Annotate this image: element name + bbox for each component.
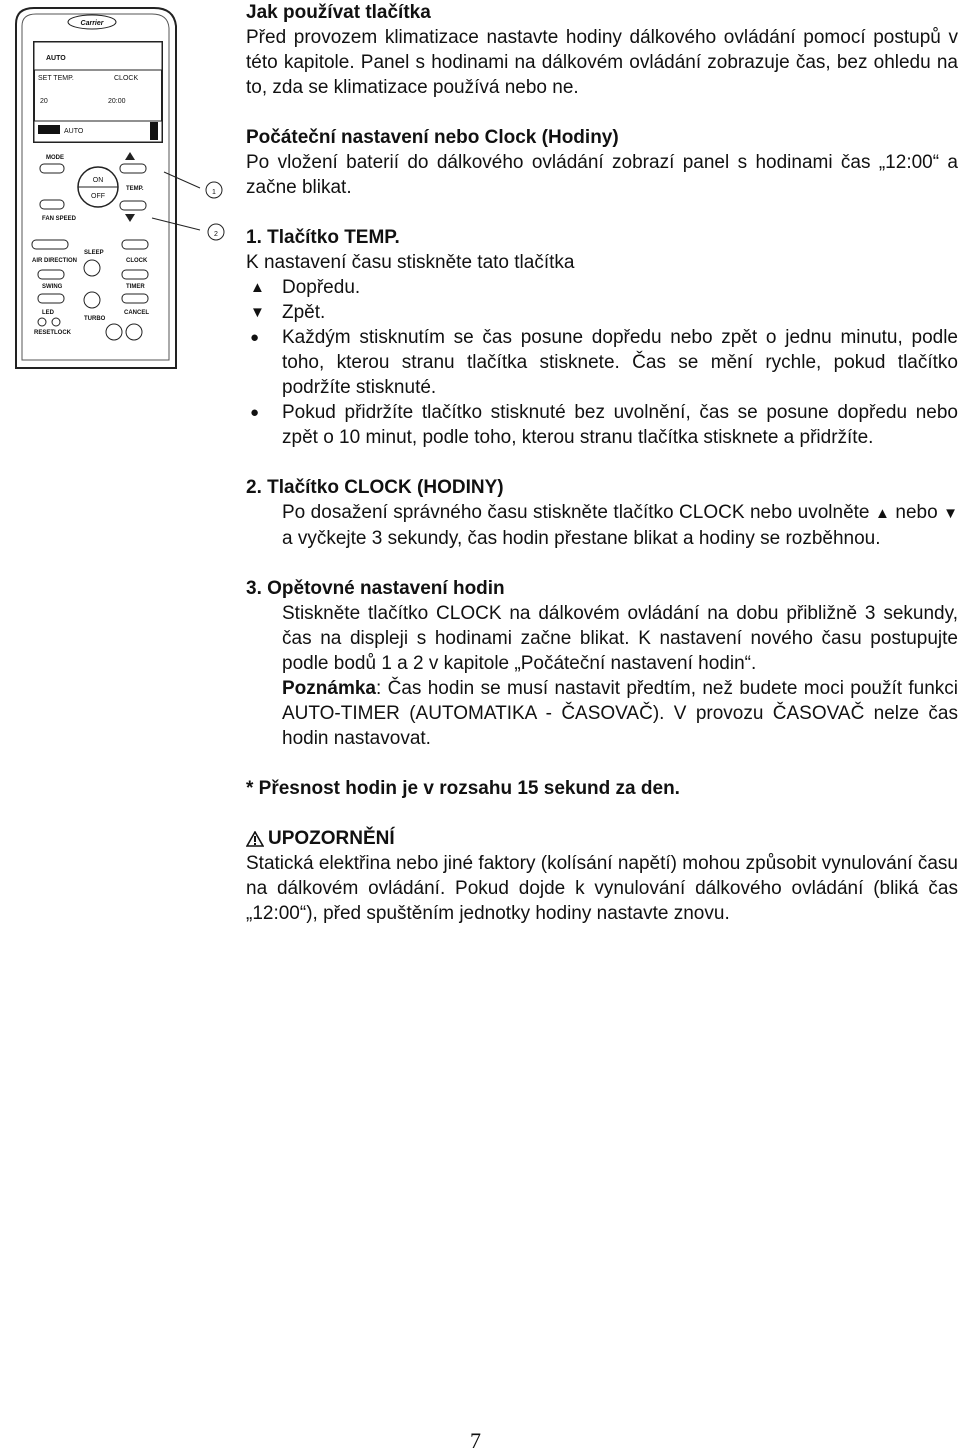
svg-text:TURBO: TURBO (84, 316, 106, 322)
initial-title: Počáteční nastavení nebo Clock (Hodiny) (246, 127, 619, 148)
svg-text:CANCEL: CANCEL (124, 310, 149, 316)
step3-note: Poznámka: Čas hodin se musí nastavit předtím, než budete moci použít funkci AUTO-TIMER (AUTOMATIKA - ČASOVAČ). V provozu ČASOVAČ nelze čas hodin nastavovat. (282, 678, 958, 749)
cancel-button[interactable] (122, 294, 148, 303)
svg-text:SLEEP: SLEEP (84, 250, 104, 256)
fan-speed-button[interactable] (40, 200, 64, 209)
remote-control-illustration (4, 4, 218, 374)
svg-text:TEMP.: TEMP. (126, 186, 144, 192)
svg-text:MODE: MODE (46, 155, 64, 161)
howto-title: Jak používat tlačítka (246, 2, 431, 23)
step1-intro: K nastavení času stiskněte tato tlačítka (246, 252, 575, 273)
down-triangle-icon: ▼ (250, 304, 265, 321)
step2-body: Po dosažení správného času stiskněte tlačítko CLOCK nebo uvolněte ▲ nebo ▼ a vyčkejte 3 sekundy, čas hodin přestane blikat a hodiny se rozběhnou. (282, 502, 959, 549)
turbo-button[interactable] (84, 292, 100, 308)
svg-text:LOCK: LOCK (54, 330, 71, 336)
step1-up-item: ▲ Dopředu. (250, 277, 361, 298)
warning-body: Statická elektřina nebo jiné faktory (kolísání napětí) mohou způsobit vynulování času na dálkovém ovládání. Pokud dojde k vynulování dálkového ovládání (bliká čas „12:00“), před spuštěním jednotky hodiny nastavte znovu. (246, 853, 958, 924)
svg-text:RESET: RESET (34, 330, 55, 336)
initial-body: Po vložení baterií do dálkového ovládání zobrazí panel s hodinami čas „12:00“ a začne blikat. (246, 152, 958, 198)
svg-text:CLOCK: CLOCK (114, 75, 139, 82)
remote-brand: Carrier (80, 20, 104, 27)
svg-text:SET TEMP.: SET TEMP. (38, 75, 74, 82)
svg-text:20: 20 (40, 98, 48, 105)
svg-text:AUTO: AUTO (46, 55, 66, 62)
svg-text:CLOCK: CLOCK (126, 258, 148, 264)
step3-title: 3. Opětovné nastavení hodin (246, 578, 505, 599)
temp-up-button[interactable] (120, 164, 146, 173)
svg-text:FAN SPEED: FAN SPEED (42, 216, 77, 222)
page-number: 7 (470, 1428, 481, 1453)
temp-down-button[interactable] (120, 201, 146, 210)
step1-bullet-2: ● Pokud přidržíte tlačítko stisknuté bez uvolnění, čas se posune dopředu nebo zpět o 10 minut, podle toho, kterou stranu tlačítka stisknete a přidržíte. (250, 402, 958, 448)
bullet-icon: ● (250, 404, 260, 421)
up-triangle-icon: ▲ (250, 279, 265, 296)
warning-title: UPOZORNĚNÍ (246, 826, 958, 851)
warning-icon (246, 831, 264, 847)
svg-text:TIMER: TIMER (126, 284, 145, 290)
svg-text:AIR DIRECTION: AIR DIRECTION (32, 258, 77, 264)
svg-text:1: 1 (212, 189, 216, 196)
bullet-icon: ● (250, 329, 260, 346)
howto-body: Před provozem klimatizace nastavte hodiny dálkového ovládání pomocí postupů v této kapitole. Panel s hodinami na dálkovém ovládání zobrazuje čas, bez ohledu na to, zda se klimatizace používá nebo ne. (246, 27, 958, 98)
mode-button[interactable] (40, 164, 64, 173)
step1-title: 1. Tlačítko TEMP. (246, 227, 400, 248)
svg-text:20:00: 20:00 (108, 98, 126, 105)
svg-text:2: 2 (214, 231, 218, 238)
accuracy-note: * Přesnost hodin je v rozsahu 15 sekund za den. (246, 778, 680, 799)
instructions-text (246, 0, 958, 926)
step1-down-item: ▼ Zpět. (250, 302, 326, 323)
led-button[interactable] (38, 294, 64, 303)
svg-text:SWING: SWING (42, 284, 63, 290)
sleep-button[interactable] (84, 260, 100, 276)
svg-text:ON: ON (92, 177, 104, 184)
svg-text:LED: LED (42, 310, 54, 316)
air-direction-button[interactable] (32, 240, 68, 249)
lock-button (52, 318, 60, 326)
down-triangle-icon: ▼ (943, 505, 959, 522)
clock-button[interactable] (122, 240, 148, 249)
reset-button (38, 318, 46, 326)
step1-bullet-1: ● Každým stisknutím se čas posune dopředu nebo zpět o jednu minutu, podle toho, kterou stranu tlačítka stisknete. Čas se mění rychle, pokud tlačítko podržíte stisknuté. (250, 327, 958, 398)
svg-text:OFF: OFF (91, 193, 105, 200)
step3-body: Stiskněte tlačítko CLOCK na dálkovém ovládání na dobu přibližně 3 sekundy, čas na displeji s hodinami začne blikat. K nastavení nového času postupujte podle bodů 1 a 2 v kapitole „Počáteční nastavení hodin“. (282, 603, 958, 674)
step2-title: 2. Tlačítko CLOCK (HODINY) (246, 477, 504, 498)
swing-button[interactable] (38, 270, 64, 279)
up-triangle-icon: ▲ (874, 505, 890, 522)
timer-button[interactable] (122, 270, 148, 279)
svg-text:AUTO: AUTO (64, 128, 84, 135)
